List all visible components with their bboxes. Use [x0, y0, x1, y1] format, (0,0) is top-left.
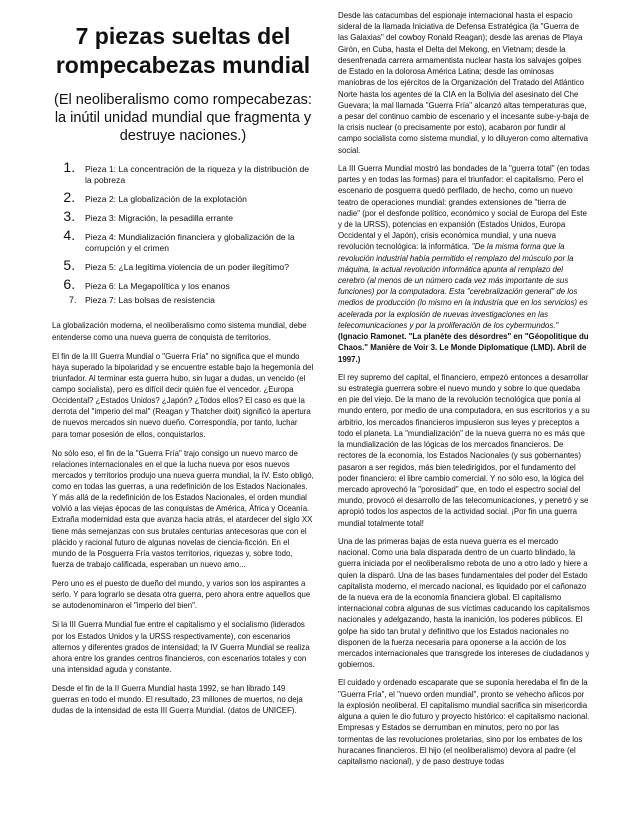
paragraph: La globalización moderna, el neoliberalismo como sistema mundial, debe entenderse como una nueva guerra de conquista de territorios.: [52, 321, 307, 342]
right-column: [338, 10, 590, 774]
toc-item: 2. Pieza 2: La globalización de la explotación: [79, 189, 314, 205]
toc-item: 6. Pieza 6: La Megapolítica y los enanos: [79, 276, 314, 292]
quote-text: "De la misma forma que la revolución industrial había permitido el remplazo del músculo por la máquina, la actual revolución informática apunta al remplazo del cerebro (al menos de un número cada vez más importante de sus funciones) por la computadora. Esta "cerebralización general" de los medios de producción (lo mismo en la industria que en los servicios) es acelerada por la explosión de nuevas investigaciones en las telecomunicaciones y por la proliferación de los cybermundos.": [338, 242, 588, 330]
paragraph: Desde las catacumbas del espionaje internacional hasta el espacio sideral de la llamada Iniciativa de Defensa Estratégica (la "Guerra de las Galaxias" del cowboy Ronald Reagan); desde las arenas de Playa Girón, en Cuba, hasta el Delta del Mekong, en Vietnam; desde la desenfrenada carrera armamentista nuclear hasta los salvajes golpes de Estado en la dolorosa América Latina; desde las ominosas maniobras de los ejércitos de la Organización del Tratado del Atlántico Norte hasta los agentes de la CIA en la Bolivia del asesinato del Che Guevara; la mal llamada "Guerra Fría" alcanzó altas temperaturas que, a pesar del continuo cambio de escenario y el incesante sube-y-baja de la crisis nuclear (o precisamente por esto), acabaron por fundir al campo socialista como sistema mundial, y lo diluyeron como alternativa social.: [338, 11, 589, 155]
document-subtitle: (El neoliberalismo como rompecabezas: la inútil unidad mundial que fragmenta y destruye naciones.): [54, 92, 312, 144]
paragraph: Una de las primeras bajas de esta nueva guerra es el mercado nacional. Como una bala disparada dentro de un cuarto blindado, la guerra iniciada por el neoliberalismo rebota de uno a otro lado y hiere a quien la disparó. Una de las bases fundamentales del poder del Estado capitalista moderno, el mercado nacional, es liquidado por el cañonazo de la nueva era de la economía financiera global. El capitalismo internacional cobra algunas de sus víctimas caducando los capitalismos nacionales y adelgazando, hasta la inanición, los poderes públicos. El golpe ha sido tan brutal y definitivo que los Estados nacionales no disponen de la fuerza necesaria para oponerse a la acción de los mercados internacionales que transgrede los intereses de ciudadanos y gobiernos.: [338, 536, 590, 670]
toc-item: 5. Pieza 5: ¿La legítima violencia de un poder ilegítimo?: [79, 257, 314, 273]
paragraph-text: La III Guerra Mundial mostró las bondades de la "guerra total" (en todas partes y en todas las formas) para el triunfador: el capitalismo. Pero el escenario de posguerra quedó perfilado, de hecho, como un nuevo teatro de operaciones mundial: grandes extensiones de "tierra de nadie" (por el desfonde político, económico y social de Europa del Este y de la URSS), potencias en expansión (Estados Unidos, Europa Occidental y el Japón), crisis económica mundial, y una nueva revolución tecnológica: la informática.: [338, 163, 590, 252]
document-title: 7 piezas sueltas del rompecabezas mundial: [55, 23, 311, 79]
toc-item: 1. Pieza 1: La concentración de la riqueza y la distribución de la pobreza: [79, 159, 314, 186]
paragraph: El rey supremo del capital, el financiero, empezó entonces a desarrollar su estrategia guerrera sobre el nuevo mundo y sobre lo que quedaba en pie del viejo. De la mano de la revolución tecnológica que ponía al mundo entero, por medio de una computadora, en sus escritorios y a su arbitrio, los mercados financieros impusieron sus leyes y preceptos a todo el planeta. La "mundialización" de la nueva guerra no es más que la mundialización de las lógicas de los mercados financieros. De rectores de la economía, los Estados Nacionales (y sus gobernantes) pasaron a ser regidos, más bien teledirigidos, por el fundamento del poder financiero: el libre cambio comercial. Y no sólo eso, la lógica del mercado aprovechó la "porosidad" que, en todo el espectro social del mundo, provocó el desarrollo de las telecomunicaciones, y penetró y se apropió todos los aspectos de la actividad social. ¡Por fin una guerra mundial totalmente total!: [338, 372, 590, 528]
paragraph: El cuidado y ordenado escaparate que se suponía heredaba el fin de la "Guerra Fría", el "nuevo orden mundial", pronto se vehecho añicos por la explosión neoliberal. El capitalismo mundial sacrifica sin misericordia alguna a quien le dio futuro y proyecto histórico: el capitalismo nacional. Empresas y Estados se derrumban en minutos, pero no por las tormentas de las revoluciones proletarias, sino por los embates de los huracanes financieros. El hijo (el neoliberalismo) devora al padre (el capitalismo nacional), y de paso destruye todas: [338, 678, 590, 766]
left-column: [52, 18, 314, 724]
toc-item: 7. Pieza 7: Las bolsas de resistencia: [79, 295, 314, 306]
table-of-contents: [52, 159, 314, 306]
paragraph-with-quote: [338, 163, 590, 365]
toc-item: 3. Pieza 3: Migración, la pesadilla errante: [79, 208, 314, 224]
paragraph: No sólo eso, el fin de la "Guerra Fría" trajo consigo un nuevo marco de relaciones internacionales en el que la lucha nueva por esos nuevos mercados y territorios produjo una nueva guerra mundial, la IV. Esto obligó, como en todas las guerras, a una redefinición de los Estados Nacionales. Y más allá de la redefinición de los Estados Nacionales, el orden mundial volvió a las viejas épocas de las conquistas de América, África y Oceanía. Extraña modernidad esta que avanza hacia atrás, el atardecer del siglo XX tiene más semejanzas con sus brutales centurias antecesoras que con el plácido y racional futuro de algunas novelas de ciencia-ficción. En el mundo de la Posguerra Fría vastos territorios, riquezas y, sobre todo, fuerza de trabajo calificada, esperaban un nuevo amo...: [52, 448, 314, 569]
paragraph: Desde el fin de la II Guerra Mundial hasta 1992, se han librado 149 guerras en todo el mundo. El resultado, 23 millones de muertos, no deja dudas de la intensidad de esta III Guerra Mundial. (datos de UNICEF).: [52, 684, 303, 716]
quote-source: (Ignacio Ramonet. "La planète des désordres" en "Géopolitique du Chaos." Manière de Voir 3. Le Monde Diplomatique (LMD). Abril de 1997.): [338, 332, 589, 364]
paragraph: Si la III Guerra Mundial fue entre el capitalismo y el socialismo (liderados por los Estados Unidos y la URSS respectivamente), con escenarios alternos y diferentes grados de intensidad; la IV Guerra Mundial se realiza ahora entre los grandes centros financieros, con escenarios totales y con una intensidad aguda y constante.: [52, 620, 310, 674]
toc-item: 4. Pieza 4: Mundialización financiera y globalización de la corrupción y el crimen: [79, 227, 314, 254]
paragraph: Pero uno es el puesto de dueño del mundo, y varios son los aspirantes a serlo. Y para lograrlo se desata otra guerra, pero ahora entre aquellos que se autodenominaron el "imperio del bien".: [52, 579, 311, 611]
paragraph: El fin de la III Guerra Mundial o "Guerra Fría" no significa que el mundo haya superado la bipolaridad y se encuentre estable bajo la hegemonía del triunfador. Al terminar esta guerra hubo, sin lugar a dudas, un vencido (el campo socialista), pero es difícil decir quién fue el vencedor. ¿Europa Occidental? ¿Estados Unidos? ¿Japón? ¿Todos ellos? El caso es que la derrota del "imperio del mal" (Reagan y Thatcher dixit) significó la apertura de nuevos mercados sin nuevo dueño. Correspondía, por tanto, luchar para tomar posesión de ellos, conquistarlos.: [52, 351, 314, 439]
